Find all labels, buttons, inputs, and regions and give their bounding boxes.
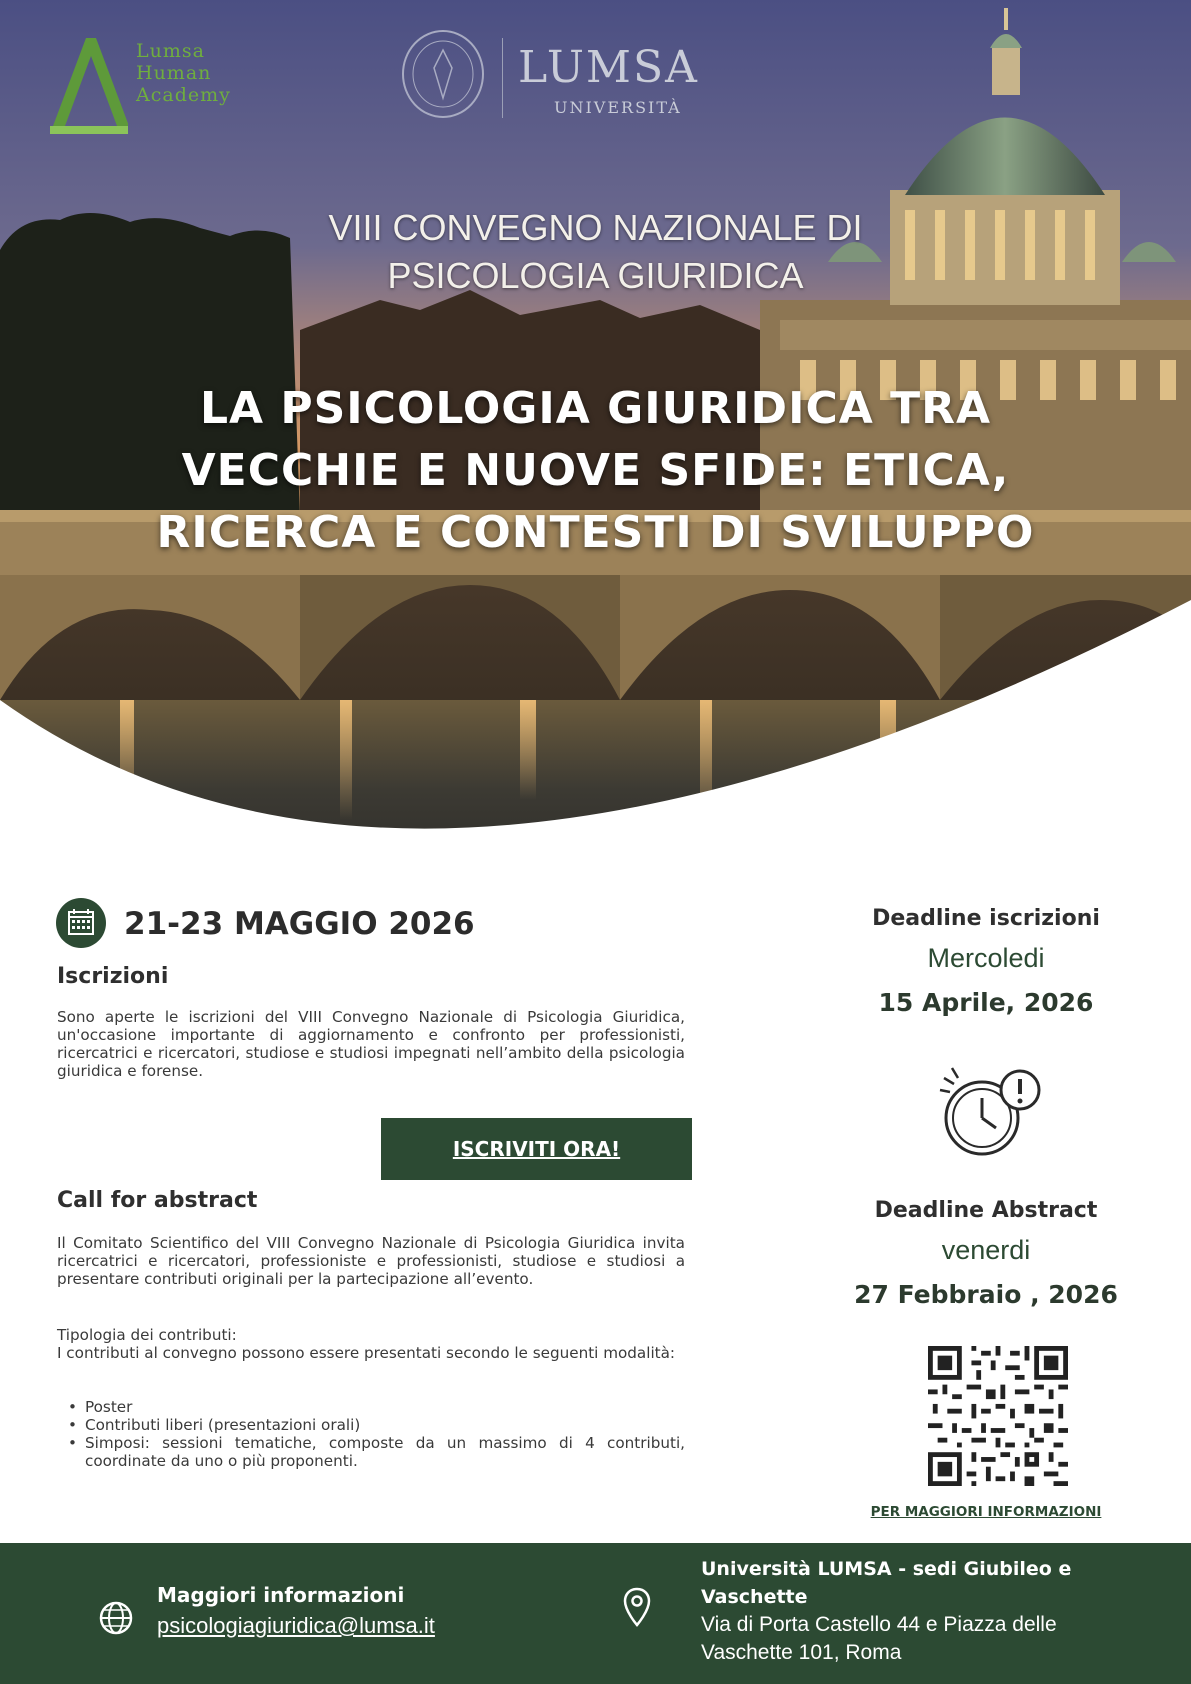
conference-headline	[0, 378, 1191, 564]
lumsa-human-academy-logo	[46, 34, 286, 144]
event-date: 21-23 MAGGIO 2026	[124, 906, 475, 942]
register-now-button[interactable]: ISCRIVITI ORA!	[381, 1118, 692, 1180]
list-item: • Contributi liberi (presentazioni orali)	[66, 1416, 685, 1434]
more-info-link[interactable]: PER MAGGIORI INFORMAZIONI	[870, 1504, 1102, 1520]
headline-line-2: VECCHIE E NUOVE SFIDE: ETICA,	[181, 445, 1010, 496]
location-pin-icon	[623, 1587, 651, 1627]
abstract-deadline-day: venerdi	[941, 1235, 1031, 1265]
venue-title: Università LUMSA - sedi Giubileo e Vaschette	[701, 1558, 1072, 1608]
academy-logo-line2: Human	[136, 62, 212, 84]
registration-deadline-day: Mercoledi	[927, 943, 1045, 973]
contribution-types-list	[66, 1398, 685, 1470]
academy-logo-line1: Lumsa	[136, 40, 205, 62]
registration-deadline	[830, 906, 1142, 1017]
registration-deadline-label: Deadline iscrizioni	[872, 906, 1100, 931]
conference-subtitle	[0, 204, 1191, 300]
lumsa-logo-sub: UNIVERSITÀ	[554, 98, 682, 117]
lumsa-logo-name: LUMSA	[518, 42, 699, 93]
lumsa-universita-logo	[400, 24, 720, 124]
headline-line-1: LA PSICOLOGIA GIURIDICA TRA	[199, 383, 992, 434]
abstract-deadline-label: Deadline Abstract	[874, 1198, 1098, 1223]
headline-line-3: RICERCA E CONTESTI DI SVILUPPO	[156, 507, 1035, 558]
clock-alert-icon	[938, 1064, 1046, 1160]
calendar-icon	[56, 898, 106, 948]
subtitle-line-1: VIII CONVEGNO NAZIONALE DI	[328, 207, 863, 248]
venue-address: Via di Porta Castello 44 e Piazza delle Vaschette 101, Roma	[701, 1613, 1057, 1664]
registration-deadline-date: 15 Aprile, 2026	[878, 988, 1094, 1017]
university-seal-icon	[400, 28, 486, 120]
subtitle-line-2: PSICOLOGIA GIURIDICA	[387, 255, 804, 296]
academy-a-mark-icon	[46, 34, 128, 138]
contribution-types-intro: I contributi al convegno possono essere presentati secondo le seguenti modalità:	[57, 1344, 676, 1362]
contribution-types-heading: Tipologia dei contributi:	[57, 1326, 237, 1344]
globe-icon	[98, 1600, 134, 1636]
footer-info-title: Maggiori informazioni	[157, 1583, 405, 1607]
abstract-deadline	[830, 1198, 1142, 1309]
list-item: • Poster	[66, 1398, 685, 1416]
contact-email-link[interactable]: psicologiagiuridica@lumsa.it	[157, 1613, 435, 1638]
qr-code[interactable]	[928, 1346, 1068, 1486]
list-item: • Simposi: sessioni tematiche, composte da un massimo di 4 contributi, coordinate da uno o più proponenti.	[66, 1434, 685, 1470]
call-for-abstract-heading: Call for abstract	[57, 1188, 258, 1213]
iscrizioni-text: Sono aperte le iscrizioni del VIII Convegno Nazionale di Psicologia Giuridica, un'occasione importante di aggiornamento e confronto per professionisti, ricercatrici e ricercatori, studiose e studiosi impegnati nell’ambito della psicologia giuridica e forense.	[57, 1008, 685, 1080]
footer-bar	[0, 1543, 1191, 1684]
iscrizioni-heading: Iscrizioni	[57, 964, 169, 989]
abstract-deadline-date: 27 Febbraio , 2026	[854, 1280, 1118, 1309]
call-for-abstract-text: Il Comitato Scientifico del VIII Convegno Nazionale di Psicologia Giuridica invita ricercatrici e ricercatori, professioniste e professionisti, studiose e studiosi a presentare contributi originali per la partecipazione all’evento.	[57, 1234, 685, 1288]
academy-logo-line3: Academy	[136, 84, 231, 106]
